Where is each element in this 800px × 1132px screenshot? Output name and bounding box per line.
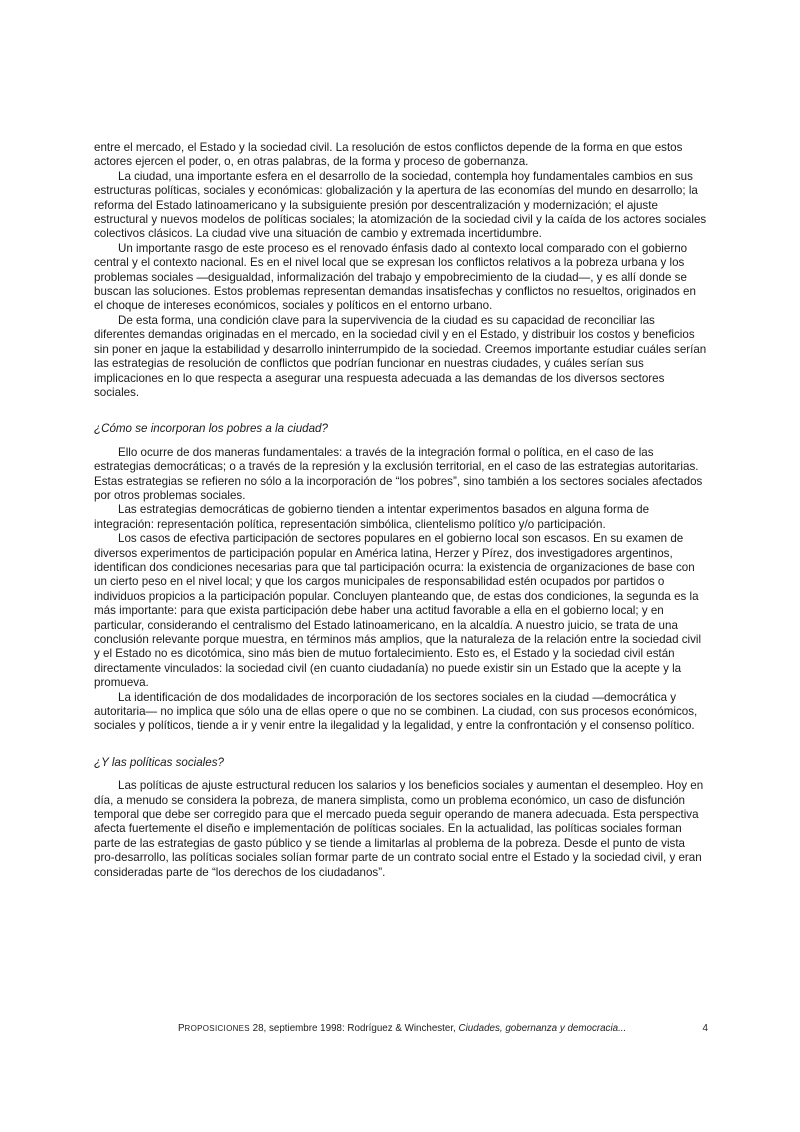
body-paragraph: Los casos de efectiva participación de sectores populares en el gobierno local son escasos. En su examen de diversos experimentos de participación popular en América latina, Herzer y Pírez, dos investigadores argentinos, identifican dos condiciones necesarias para que tal participación ocurra: la existencia de organizaciones de base con un cierto peso en el nivel local; y que los cargos municipales de responsabilidad estén ocupados por partidos o individuos propicios a la participación popular. Concluyen planteando que, de estas dos condiciones, la segunda es la más importante: para que exista participación debe haber una actitud favorable a ella en el gobierno local; y en particular, considerando el centralismo del Estado latinoamericano, en la alcaldía. A nuestro juicio, se trata de una conclusión relevante porque muestra, en términos más amplios, que la naturaleza de la relación entre la sociedad civil y el Estado no es dicotómica, sino más bien de mutuo fortalecimiento. Esto es, el Estado y la sociedad civil están directamente vinculados: la sociedad civil (en cuanto ciudadanía) no puede existir sin un Estado que la acepte y la promueva.	[94, 532, 702, 690]
body-paragraph: Las estrategias democráticas de gobierno tienden a intentar experimentos basados en alguna forma de integración: representación política, representación simbólica, clientelismo político y/o participación.	[94, 503, 650, 531]
footer-citation: 28, septiembre 1998: Rodríguez & Winchester,	[249, 1023, 459, 1034]
body-paragraph: Ello ocurre de dos maneras fundamentales: a través de la integración formal o política, en el caso de las estrategias democráticas; o a través de la represión y la exclusión territorial, en el caso de las estrategias autoritarias. Estas estrategias se refieren no sólo a la incorporación de “los pobres”, sino también a los sectores sociales afectados por otros problemas sociales.	[94, 445, 703, 502]
body-paragraph: Un importante rasgo de este proceso es el renovado énfasis dado al contexto local comparado con el gobierno central y el contexto nacional. Es en el nivel local que se expresan los conflictos relativos a la pobreza urbana y los problemas sociales —desigualdad, informalización del trabajo y empobrecimiento de la ciudad—, y es allí donde se buscan las soluciones. Estos problemas representan demandas insatisfechas y conflictos no resueltos, originados en el choque de intereses económicos, sociales y políticos en el entorno urbano.	[94, 241, 696, 313]
footer-journal-initial: P	[178, 1023, 185, 1034]
body-paragraph: Las políticas de ajuste estructural reducen los salarios y los beneficios sociales y aumentan el desempleo. Hoy en día, a menudo se considera la pobreza, de manera simplista, como un problema económico, un caso de disfunción temporal que debe ser corregido para que el mercado pueda seguir operando de manera adecuada. Esta perspectiva afecta fuertemente el diseño e implementación de políticas sociales. En la actualidad, las políticas sociales forman parte de las estrategias de gasto público y se tiende a limitarlas al problema de la pobreza. Desde el punto de vista pro-desarrollo, las políticas sociales solían formar parte de un contrato social entre el Estado y la sociedad civil, y eran consideradas parte de “los derechos de los ciudadanos”.	[94, 779, 704, 879]
section-heading: ¿Cómo se incorporan los pobres a la ciudad?	[94, 422, 328, 436]
page-footer	[178, 1023, 708, 1035]
body-paragraph: La ciudad, una importante esfera en el desarrollo de la sociedad, contempla hoy fundamentales cambios en sus estructuras políticas, sociales y económicas: globalización y la apertura de las economías del mundo en desarrollo; la reforma del Estado latinoamericano y la subsiguiente presión por descentralización y modernización; el ajuste estructural y nuevos modelos de políticas sociales; la atomización de la sociedad civil y la caída de los actores sociales colectivos clásicos. La ciudad vive una situación de cambio y extremada incertidumbre.	[94, 169, 707, 241]
body-paragraph: entre el mercado, el Estado y la sociedad civil. La resolución de estos conflictos depende de la forma en que estos actores ejercen el poder, o, en otras palabras, de la forma y proceso de gobernanza.	[94, 141, 683, 169]
section-heading: ¿Y las políticas sociales?	[94, 755, 224, 769]
footer-article-title: Ciudades, gobernanza y democracia...	[458, 1023, 627, 1034]
body-paragraph: De esta forma, una condición clave para la supervivencia de la ciudad es su capacidad de reconciliar las diferentes demandas originadas en el mercado, en la sociedad civil y en el Estado, y distribuir los costos y beneficios sin poner en jaque la estabilidad y desarrollo ininterrumpido de la sociedad. Creemos importante estudiar cuáles serían las estrategias de resolución de conflictos que podrían funcionar en nuestras ciudades, y cuáles serían sus implicaciones en lo que respecta a asegurar una respuesta adecuada a las demandas de los diversos sectores sociales.	[94, 313, 707, 399]
page-body	[94, 141, 708, 880]
footer-journal-name: ROPOSICIONES	[184, 1024, 250, 1033]
body-paragraph: La identificación de dos modalidades de incorporación de los sectores sociales en la ciudad —democrática y autoritaria— no implica que sólo una de ellas opere o que no se combinen. La ciudad, con sus procesos económicos, sociales y políticos, tiende a ir y venir entre la ilegalidad y la legalidad, y entre la confrontación y el consenso político.	[94, 690, 698, 733]
page-number: 4	[702, 1023, 708, 1034]
